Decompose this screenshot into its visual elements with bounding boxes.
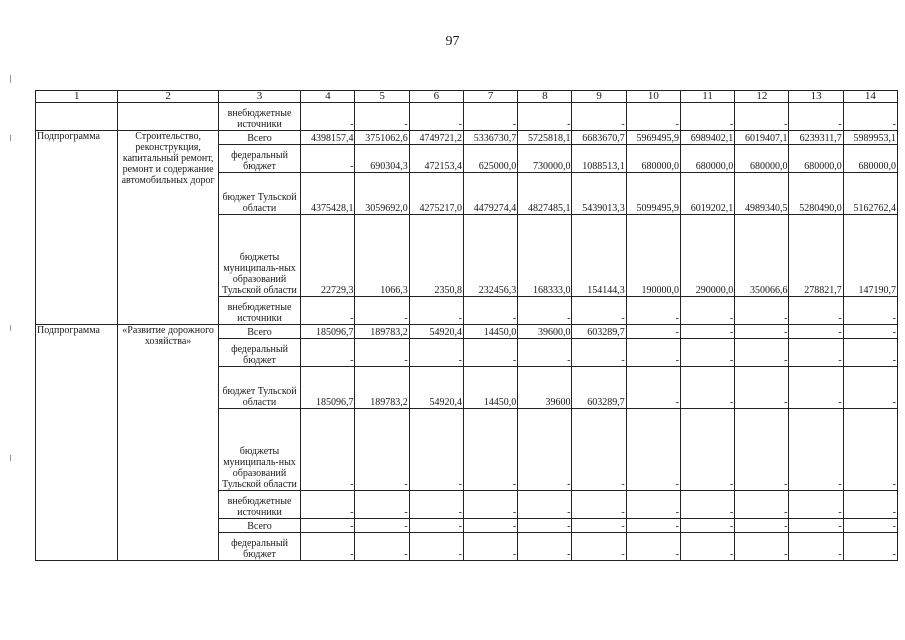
value-cell: - bbox=[301, 491, 355, 519]
value-cell: - bbox=[843, 491, 897, 519]
value-cell: 6683670,7 bbox=[572, 131, 626, 145]
value-cell: - bbox=[789, 533, 843, 561]
value-cell: - bbox=[355, 103, 409, 131]
value-cell: - bbox=[409, 103, 463, 131]
value-cell: 290000,0 bbox=[680, 215, 734, 297]
value-cell: - bbox=[463, 533, 517, 561]
value-cell: 3751062,6 bbox=[355, 131, 409, 145]
value-cell: - bbox=[463, 519, 517, 533]
value-cell: - bbox=[572, 297, 626, 325]
value-cell: - bbox=[735, 409, 789, 491]
program-name-cell: «Развитие дорожного хозяйства» bbox=[118, 325, 218, 561]
value-cell: - bbox=[409, 339, 463, 367]
value-cell: - bbox=[626, 491, 680, 519]
value-cell: - bbox=[680, 103, 734, 131]
value-cell: 5989953,1 bbox=[843, 131, 897, 145]
column-header: 14 bbox=[843, 91, 897, 103]
value-cell: - bbox=[518, 519, 572, 533]
value-cell: - bbox=[355, 409, 409, 491]
value-cell: - bbox=[680, 533, 734, 561]
column-header: 13 bbox=[789, 91, 843, 103]
value-cell: 22729,3 bbox=[301, 215, 355, 297]
value-cell: 168333,0 bbox=[518, 215, 572, 297]
funding-source-cell: Всего bbox=[218, 325, 300, 339]
value-cell: 1066,3 bbox=[355, 215, 409, 297]
value-cell: 4479274,4 bbox=[463, 173, 517, 215]
value-cell: - bbox=[518, 533, 572, 561]
value-cell: 625000,0 bbox=[463, 145, 517, 173]
value-cell: - bbox=[409, 297, 463, 325]
value-cell: 6989402,1 bbox=[680, 131, 734, 145]
value-cell: - bbox=[409, 409, 463, 491]
value-cell: 603289,7 bbox=[572, 367, 626, 409]
funding-source-cell: федеральный бюджет bbox=[218, 533, 300, 561]
value-cell: - bbox=[518, 409, 572, 491]
value-cell: 2350,8 bbox=[409, 215, 463, 297]
value-cell: 14450,0 bbox=[463, 367, 517, 409]
value-cell: 5439013,3 bbox=[572, 173, 626, 215]
column-header: 2 bbox=[118, 91, 218, 103]
value-cell: 5162762,4 bbox=[843, 173, 897, 215]
value-cell: 54920,4 bbox=[409, 367, 463, 409]
value-cell: - bbox=[572, 533, 626, 561]
value-cell: - bbox=[735, 519, 789, 533]
value-cell: - bbox=[572, 339, 626, 367]
value-cell: 5969495,9 bbox=[626, 131, 680, 145]
value-cell: - bbox=[735, 103, 789, 131]
value-cell: - bbox=[735, 339, 789, 367]
value-cell: 6239311,7 bbox=[789, 131, 843, 145]
value-cell: - bbox=[626, 103, 680, 131]
value-cell: 6019407,1 bbox=[735, 131, 789, 145]
value-cell: - bbox=[735, 325, 789, 339]
value-cell: - bbox=[789, 103, 843, 131]
budget-table bbox=[35, 90, 898, 561]
value-cell: - bbox=[843, 103, 897, 131]
value-cell: - bbox=[301, 145, 355, 173]
funding-source-cell: бюджеты муниципаль-ных образований Тульской области bbox=[218, 215, 300, 297]
value-cell: - bbox=[735, 533, 789, 561]
value-cell: - bbox=[843, 325, 897, 339]
value-cell: 14450,0 bbox=[463, 325, 517, 339]
column-header: 4 bbox=[301, 91, 355, 103]
funding-source-cell: бюджет Тульской области bbox=[218, 173, 300, 215]
value-cell: - bbox=[409, 533, 463, 561]
value-cell: 39600,0 bbox=[518, 325, 572, 339]
value-cell: - bbox=[572, 519, 626, 533]
column-header: 12 bbox=[735, 91, 789, 103]
column-header: 3 bbox=[218, 91, 300, 103]
value-cell: 39600 bbox=[518, 367, 572, 409]
funding-source-cell: Всего bbox=[218, 519, 300, 533]
column-header: 10 bbox=[626, 91, 680, 103]
funding-source-cell: внебюджетные источники bbox=[218, 491, 300, 519]
value-cell: - bbox=[355, 491, 409, 519]
value-cell: - bbox=[518, 297, 572, 325]
value-cell: - bbox=[789, 491, 843, 519]
value-cell: 278821,7 bbox=[789, 215, 843, 297]
value-cell: - bbox=[572, 491, 626, 519]
value-cell: 680000,0 bbox=[735, 145, 789, 173]
value-cell: - bbox=[518, 103, 572, 131]
table-row bbox=[36, 325, 898, 339]
value-cell: - bbox=[626, 339, 680, 367]
value-cell: 190000,0 bbox=[626, 215, 680, 297]
value-cell: - bbox=[301, 409, 355, 491]
value-cell: - bbox=[735, 491, 789, 519]
value-cell: 189783,2 bbox=[355, 325, 409, 339]
value-cell: - bbox=[301, 103, 355, 131]
value-cell: - bbox=[680, 519, 734, 533]
value-cell: - bbox=[843, 519, 897, 533]
page-number: 97 bbox=[445, 34, 460, 49]
value-cell: - bbox=[355, 519, 409, 533]
value-cell: 730000,0 bbox=[518, 145, 572, 173]
value-cell: - bbox=[843, 533, 897, 561]
program-type-cell bbox=[36, 103, 118, 131]
value-cell: 185096,7 bbox=[301, 367, 355, 409]
funding-source-cell: внебюджетные источники bbox=[218, 297, 300, 325]
value-cell: - bbox=[626, 297, 680, 325]
value-cell: 690304,3 bbox=[355, 145, 409, 173]
value-cell: - bbox=[789, 409, 843, 491]
value-cell: 147190,7 bbox=[843, 215, 897, 297]
value-cell: 185096,7 bbox=[301, 325, 355, 339]
value-cell: 4275217,0 bbox=[409, 173, 463, 215]
value-cell: - bbox=[572, 103, 626, 131]
value-cell: - bbox=[680, 367, 734, 409]
value-cell: - bbox=[680, 491, 734, 519]
column-header: 7 bbox=[463, 91, 517, 103]
value-cell: 4375428,1 bbox=[301, 173, 355, 215]
value-cell: - bbox=[409, 519, 463, 533]
column-header: 8 bbox=[518, 91, 572, 103]
table-row bbox=[36, 131, 898, 145]
value-cell: - bbox=[355, 339, 409, 367]
value-cell: - bbox=[626, 409, 680, 491]
program-type-cell: Подпрограмма bbox=[36, 325, 118, 561]
value-cell: - bbox=[680, 339, 734, 367]
column-header: 11 bbox=[680, 91, 734, 103]
value-cell: - bbox=[789, 339, 843, 367]
value-cell: 603289,7 bbox=[572, 325, 626, 339]
value-cell: 680000,0 bbox=[626, 145, 680, 173]
value-cell: 680000,0 bbox=[789, 145, 843, 173]
value-cell: 154144,3 bbox=[572, 215, 626, 297]
value-cell: - bbox=[680, 409, 734, 491]
value-cell: - bbox=[626, 519, 680, 533]
table-row bbox=[36, 103, 898, 131]
value-cell: - bbox=[626, 367, 680, 409]
value-cell: - bbox=[572, 409, 626, 491]
margin-mark bbox=[10, 455, 11, 461]
value-cell: - bbox=[409, 491, 463, 519]
program-type-cell: Подпрограмма bbox=[36, 131, 118, 325]
value-cell: 680000,0 bbox=[843, 145, 897, 173]
value-cell: 5336730,7 bbox=[463, 131, 517, 145]
value-cell: - bbox=[301, 519, 355, 533]
value-cell: - bbox=[626, 325, 680, 339]
value-cell: - bbox=[301, 339, 355, 367]
value-cell: - bbox=[355, 533, 409, 561]
value-cell: - bbox=[463, 409, 517, 491]
value-cell: - bbox=[518, 491, 572, 519]
value-cell: - bbox=[735, 297, 789, 325]
value-cell: 680000,0 bbox=[680, 145, 734, 173]
value-cell: 472153,4 bbox=[409, 145, 463, 173]
value-cell: - bbox=[301, 297, 355, 325]
column-header: 5 bbox=[355, 91, 409, 103]
value-cell: 5725818,1 bbox=[518, 131, 572, 145]
value-cell: - bbox=[789, 325, 843, 339]
value-cell: 4827485,1 bbox=[518, 173, 572, 215]
value-cell: - bbox=[789, 297, 843, 325]
value-cell: - bbox=[463, 339, 517, 367]
column-number-row bbox=[36, 91, 898, 103]
value-cell: 1088513,1 bbox=[572, 145, 626, 173]
value-cell: - bbox=[843, 409, 897, 491]
funding-source-cell: Всего bbox=[218, 131, 300, 145]
value-cell: - bbox=[843, 339, 897, 367]
value-cell: 6019202,1 bbox=[680, 173, 734, 215]
value-cell: - bbox=[789, 367, 843, 409]
value-cell: - bbox=[626, 533, 680, 561]
value-cell: - bbox=[355, 297, 409, 325]
column-header: 9 bbox=[572, 91, 626, 103]
funding-source-cell: бюджеты муниципаль-ных образований Тульской области bbox=[218, 409, 300, 491]
value-cell: 5280490,0 bbox=[789, 173, 843, 215]
column-header: 6 bbox=[409, 91, 463, 103]
margin-mark bbox=[10, 75, 11, 83]
margin-mark bbox=[10, 325, 11, 331]
value-cell: - bbox=[518, 339, 572, 367]
margin-mark bbox=[10, 135, 11, 141]
funding-source-cell: федеральный бюджет bbox=[218, 145, 300, 173]
value-cell: - bbox=[789, 519, 843, 533]
value-cell: 3059692,0 bbox=[355, 173, 409, 215]
value-cell: 232456,3 bbox=[463, 215, 517, 297]
value-cell: 54920,4 bbox=[409, 325, 463, 339]
value-cell: 189783,2 bbox=[355, 367, 409, 409]
column-header: 1 bbox=[36, 91, 118, 103]
value-cell: - bbox=[843, 297, 897, 325]
value-cell: - bbox=[843, 367, 897, 409]
funding-source-cell: федеральный бюджет bbox=[218, 339, 300, 367]
value-cell: 350066,6 bbox=[735, 215, 789, 297]
value-cell: - bbox=[301, 533, 355, 561]
value-cell: 5099495,9 bbox=[626, 173, 680, 215]
value-cell: - bbox=[463, 297, 517, 325]
value-cell: 4989340,5 bbox=[735, 173, 789, 215]
value-cell: 4749721,2 bbox=[409, 131, 463, 145]
funding-source-cell: бюджет Тульской области bbox=[218, 367, 300, 409]
program-name-cell: Строительство, реконструкция, капитальный ремонт, ремонт и содержание автомобильных дорог bbox=[118, 131, 218, 325]
value-cell: - bbox=[463, 103, 517, 131]
value-cell: 4398157,4 bbox=[301, 131, 355, 145]
value-cell: - bbox=[680, 325, 734, 339]
value-cell: - bbox=[463, 491, 517, 519]
funding-source-cell: внебюджетные источники bbox=[218, 103, 300, 131]
value-cell: - bbox=[680, 297, 734, 325]
program-name-cell bbox=[118, 103, 218, 131]
value-cell: - bbox=[735, 367, 789, 409]
